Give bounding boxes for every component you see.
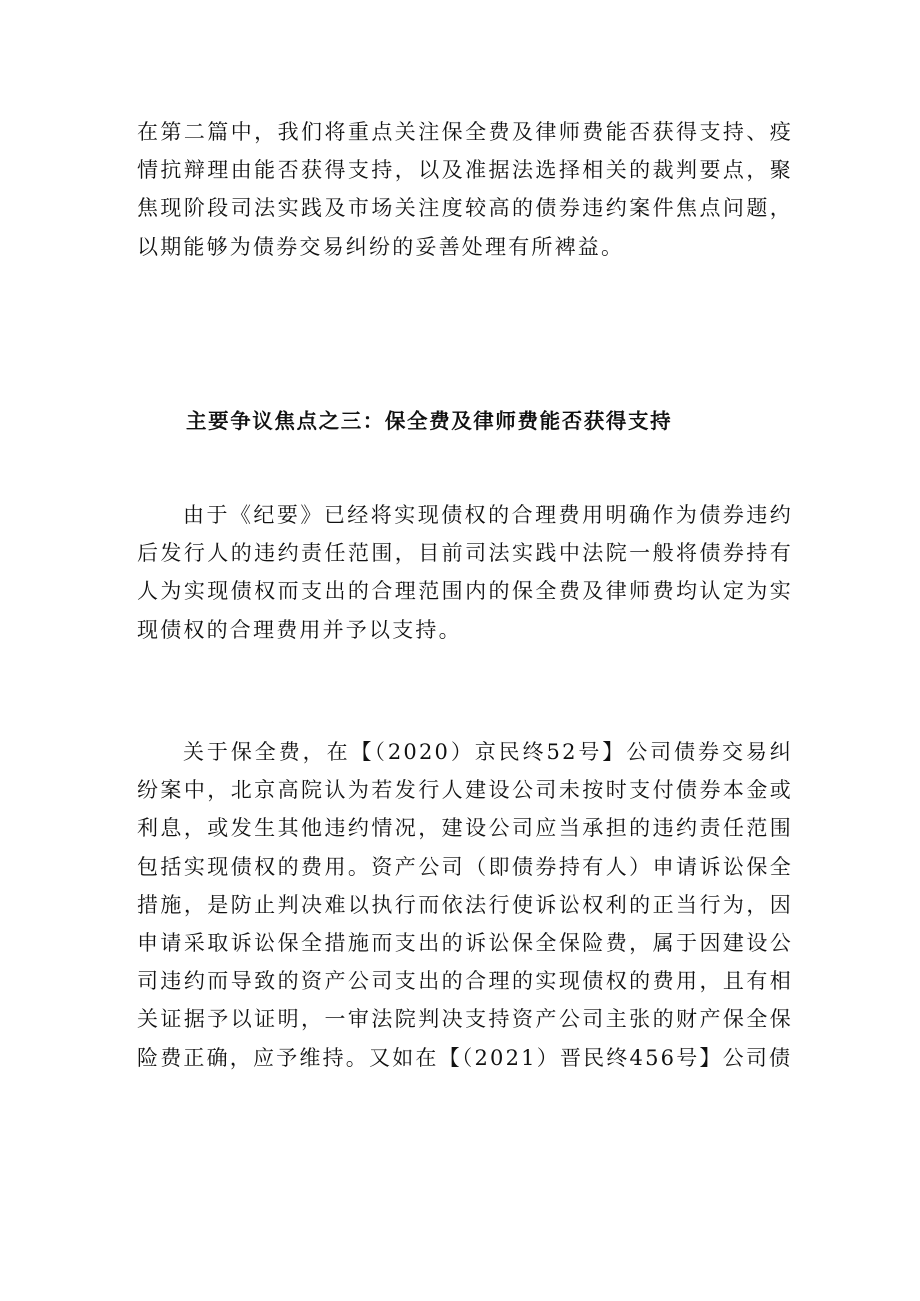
body-paragraph-1: 由于《纪要》已经将实现债权的合理费用明确作为债券违约后发行人的违约责任范围，目前司法实践中法院一般将债券持有人为实现债权而支出的合理范围内的保全费及律师费均认定为实现债权的合理费用并予以支持。 (137, 503, 793, 642)
body-paragraph-2: 关于保全费，在【（2020）京民终52号】公司债券交易纠纷案中，北京高院认为若发行人建设公司未按时支付债券本金或利息，或发生其他违约情况，建设公司应当承担的违约责任范围包括实现债权的费用。资产公司（即债券持有人）申请诉讼保全措施，是防止判决难以执行而依法行使诉讼权利的正当行为，因申请采取诉讼保全措施而支出的诉讼保全保险费，属于因建设公司违约而导致的资产公司支出的合理的实现债权的费用，且有相关证据予以证明，一审法院判决支持资产公司主张的财产保全保险费正确，应予维持。又如在【（2021）晋民终456号】公司债 (137, 740, 793, 1070)
section-heading: 主要争议焦点之三：保全费及律师费能否获得支持 (186, 409, 673, 433)
intro-paragraph: 在第二篇中，我们将重点关注保全费及律师费能否获得支持、疫情抗辩理由能否获得支持，以及准据法选择相关的裁判要点，聚焦现阶段司法实践及市场关注度较高的债券违约案件焦点问题，以期能够为债券交易纠纷的妥善处理有所裨益。 (137, 120, 793, 259)
